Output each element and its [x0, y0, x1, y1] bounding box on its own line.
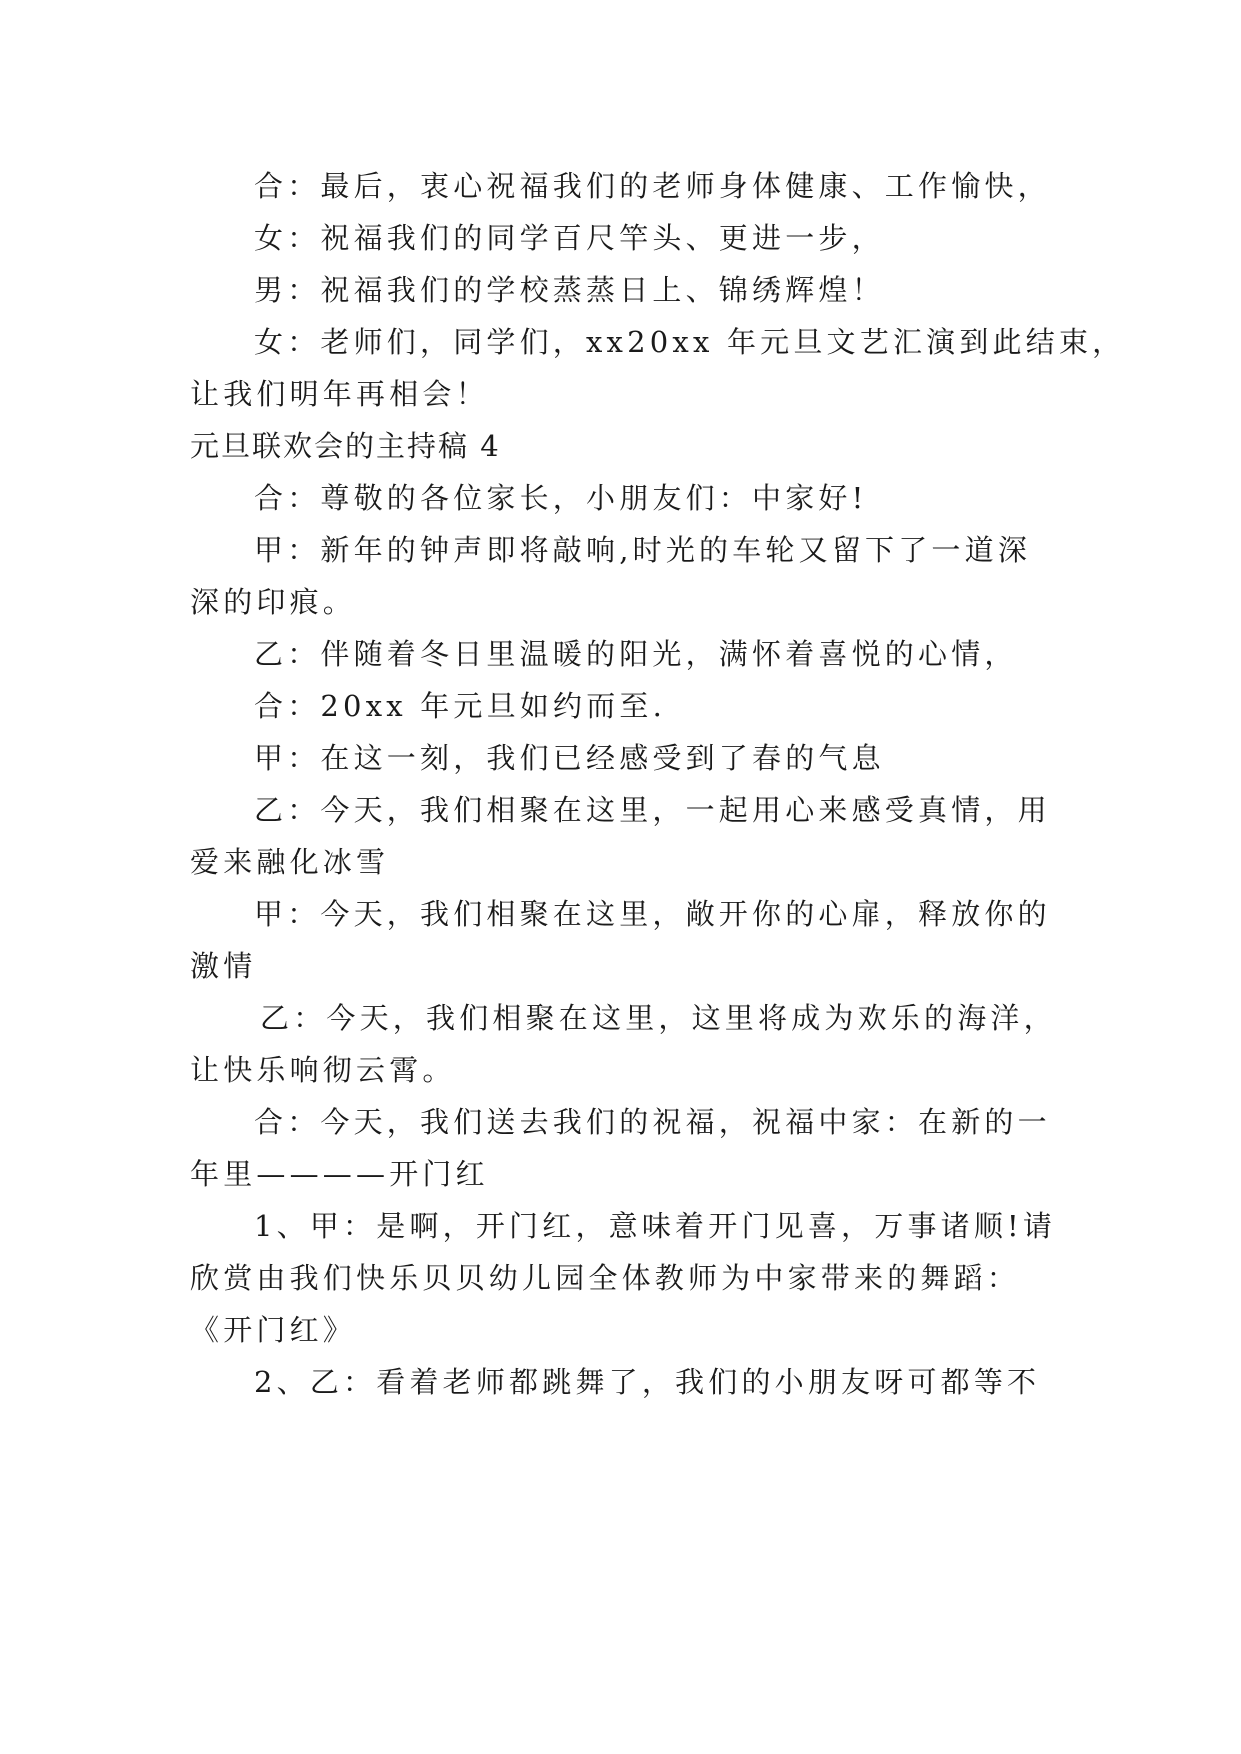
paragraph-line: 男：祝福我们的学校蒸蒸日上、锦绣辉煌！ — [254, 273, 885, 307]
paragraph-line: 女：祝福我们的同学百尺竿头、更进一步， — [254, 221, 885, 255]
paragraph-line: 合：20xx 年元旦如约而至. — [254, 689, 667, 723]
paragraph-line: 女：老师们，同学们，xx20xx 年元旦文艺汇演到此结束， — [254, 325, 1126, 359]
paragraph-line: 1、甲：是啊，开门红，意味着开门见喜，万事诸顺!请 — [254, 1209, 1057, 1243]
paragraph-line: 合：今天，我们送去我们的祝福，祝福中家：在新的一 — [254, 1105, 1051, 1139]
paragraph-line: 2、乙：看着老师都跳舞了，我们的小朋友呀可都等不 — [254, 1365, 1041, 1399]
paragraph-line: 让快乐响彻云霄。 — [190, 1053, 456, 1087]
paragraph-line: 甲：在这一刻，我们已经感受到了春的气息 — [254, 741, 885, 775]
paragraph-line: 合：尊敬的各位家长，小朋友们：中家好! — [254, 481, 868, 515]
paragraph-line: 让我们明年再相会！ — [190, 377, 489, 411]
paragraph-line: 乙：今天，我们相聚在这里，这里将成为欢乐的海洋， — [260, 1001, 1057, 1035]
paragraph-line: 深的印痕。 — [190, 585, 357, 619]
paragraph-line: 欣赏由我们快乐贝贝幼儿园全体教师为中家带来的舞蹈： — [190, 1261, 1021, 1295]
paragraph-line: 乙：伴随着冬日里温暖的阳光，满怀着喜悦的心情， — [254, 637, 1018, 671]
paragraph-line: 激情 — [190, 949, 257, 983]
paragraph-line: 甲：新年的钟声即将敲响,时光的车轮又留下了一道深 — [254, 533, 1032, 567]
section-heading: 元旦联欢会的主持稿 4 — [190, 429, 501, 463]
paragraph-line: 爱来融化冰雪 — [190, 845, 390, 879]
paragraph-line: 年里————开门红 — [190, 1157, 489, 1191]
paragraph-line: 甲：今天，我们相聚在这里，敞开你的心扉，释放你的 — [254, 897, 1051, 931]
paragraph-line: 合：最后，衷心祝福我们的老师身体健康、工作愉快， — [254, 169, 1051, 203]
paragraph-line: 乙：今天，我们相聚在这里，一起用心来感受真情，用 — [254, 793, 1051, 827]
paragraph-line: 《开门红》 — [190, 1313, 357, 1347]
